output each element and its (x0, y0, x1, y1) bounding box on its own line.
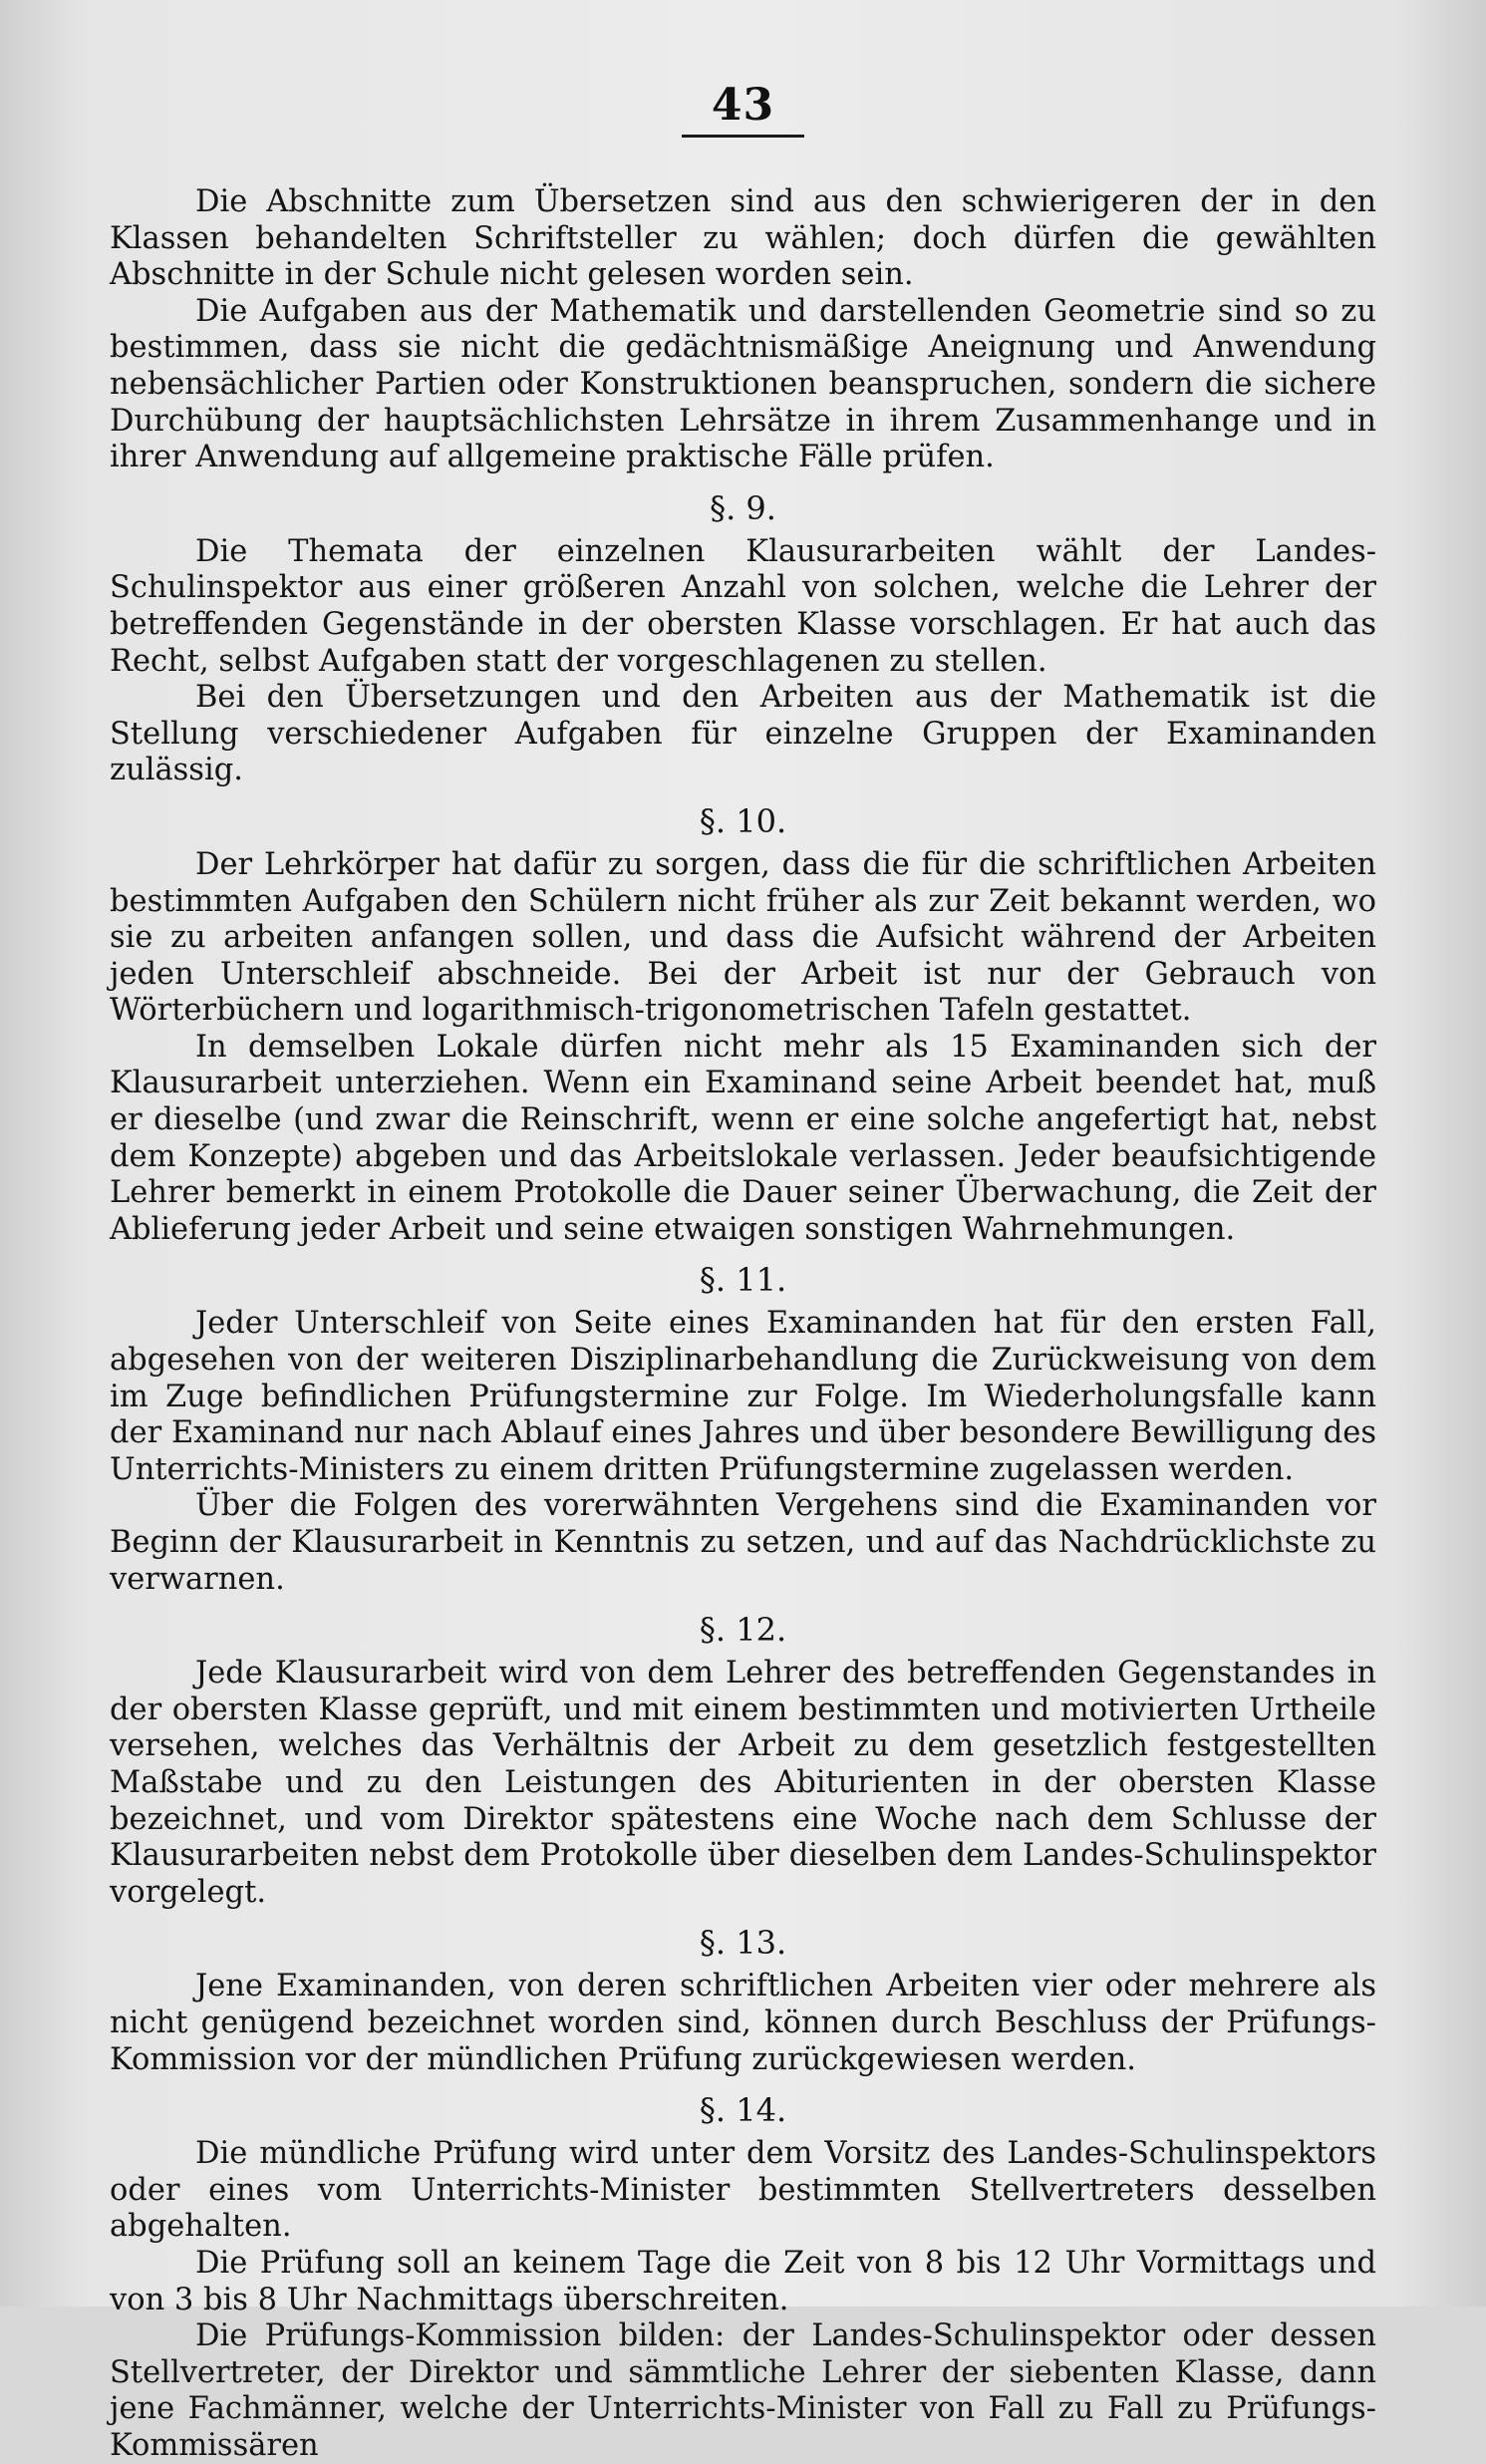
paragraph: Jede Klausurarbeit wird von dem Lehrer des betreffenden Gegenstandes in der obersten Klasse geprüft, und mit einem bestimmten und motivierten Urtheile versehen, welches das Verhältnis der Arbeit zu dem gesetzlich festgestellten Maßstabe und zu den Leistungen des Abiturienten in der obersten Klasse bezeichnet, und vom Direktor spätestens eine Woche nach dem Schlusse der Klausurarbeiten nebst dem Protokolle über dieselben dem Landes-Schulinspektor vorgelegt. (110, 1656, 1376, 1910)
section-heading: §. 13. (699, 1924, 787, 1963)
page-body (110, 184, 1376, 2464)
paragraph: Der Lehrkörper hat dafür zu sorgen, dass die für die schriftlichen Arbeiten bestimmten Aufgaben den Schülern nicht früher als zur Zeit bekannt werden, wo sie zu arbeiten anfangen sollen, und dass die Aufsicht während der Arbeiten jeden Unterschleif abschneide. Bei der Arbeit ist nur der Gebrauch von Wörterbüchern und logarithmisch-trigonometrischen Tafeln gestattet. (110, 846, 1376, 1029)
paragraph: In demselben Lokale dürfen nicht mehr als 15 Examinanden sich der Klausurarbeit unterziehen. Wenn ein Examinand seine Arbeit beendet hat, muß er dieselbe (und zwar die Reinschrift, wenn er eine solche angefertigt hat, nebst dem Konzepte) abgeben und das Arbeitslokale verlassen. Jeder beaufsichtigende Lehrer bemerkt in einem Protokolle die Dauer seiner Überwachung, die Zeit der Ablieferung jeder Arbeit und seine etwaigen sonstigen Wahrnehmungen. (110, 1029, 1376, 1247)
section-heading: §. 9. (710, 488, 776, 527)
section-heading: §. 10. (699, 801, 787, 840)
paragraph: Die Prüfungs-Kommission bilden: der Landes-Schulinspektor oder dessen Stellvertreter, der Direktor und sämmtliche Lehrer der siebenten Klasse, dann jene Fachmänner, welche der Unterrichts-Minister von Fall zu Fall zu Prüfungs-Kommissären (110, 2318, 1376, 2463)
paragraph: Die Themata der einzelnen Klausurarbeiten wählt der Landes-Schulinspektor aus einer größeren Anzahl von solchen, welche die Lehrer der betreffenden Gegenstände in der obersten Klasse vorschlagen. Er hat auch das Recht, selbst Aufgaben statt der vorgeschlagenen zu stellen. (110, 533, 1376, 679)
section-heading: §. 12. (699, 1611, 787, 1650)
section-heading: §. 11. (699, 1261, 787, 1300)
section-heading: §. 14. (699, 2091, 787, 2130)
paragraph: Die Prüfung soll an keinem Tage die Zeit von 8 bis 12 Uhr Vormittags und von 3 bis 8 Uhr Nachmittags überschreiten. (110, 2245, 1376, 2317)
paragraph: Die Abschnitte zum Übersetzen sind aus den schwierigeren der in den Klassen behandelten Schriftsteller zu wählen; doch dürfen die gewählten Abschnitte in der Schule nicht gelesen worden sein. (110, 184, 1376, 293)
paragraph: Die mündliche Prüfung wird unter dem Vorsitz des Landes-Schulinspektors oder eines vom Unterrichts-Minister bestimmten Stellvertreters desselben abgehalten. (110, 2136, 1376, 2245)
page-header (0, 80, 1486, 138)
page-number: 43 (682, 80, 804, 138)
paragraph: Jene Examinanden, von deren schriftlichen Arbeiten vier oder mehrere als nicht genügend bezeichnet worden sind, können durch Beschluss der Prüfungs-Kommission vor der mündlichen Prüfung zurückgewiesen werden. (110, 1969, 1376, 2077)
paragraph: Über die Folgen des vorerwähnten Vergehens sind die Examinanden vor Beginn der Klausurarbeit in Kenntnis zu setzen, und auf das Nachdrücklichste zu verwarnen. (110, 1488, 1376, 1597)
paragraph: Jeder Unterschleif von Seite eines Examinanden hat für den ersten Fall, abgesehen von der weiteren Disziplinarbehandlung die Zurückweisung von dem im Zuge befindlichen Prüfungstermine zur Folge. Im Wiederholungsfalle kann der Examinand nur nach Ablauf eines Jahres und über besondere Bewilligung des Unterrichts-Ministers zu einem dritten Prüfungstermine zugelassen werden. (110, 1306, 1376, 1487)
paragraph: Bei den Übersetzungen und den Arbeiten aus der Mathematik ist die Stellung verschiedener Aufgaben für einzelne Gruppen der Examinanden zulässig. (110, 680, 1376, 788)
paragraph: Die Aufgaben aus der Mathematik und darstellenden Geometrie sind so zu bestimmen, dass sie nicht die gedächtnismäßige Aneignung und Anwendung nebensächlicher Partien oder Konstruktionen beanspruchen, sondern die sichere Durchübung der hauptsächlichsten Lehrsätze in ihrem Zusammenhange und in ihrer Anwendung auf allgemeine praktische Fälle prüfen. (110, 293, 1376, 475)
